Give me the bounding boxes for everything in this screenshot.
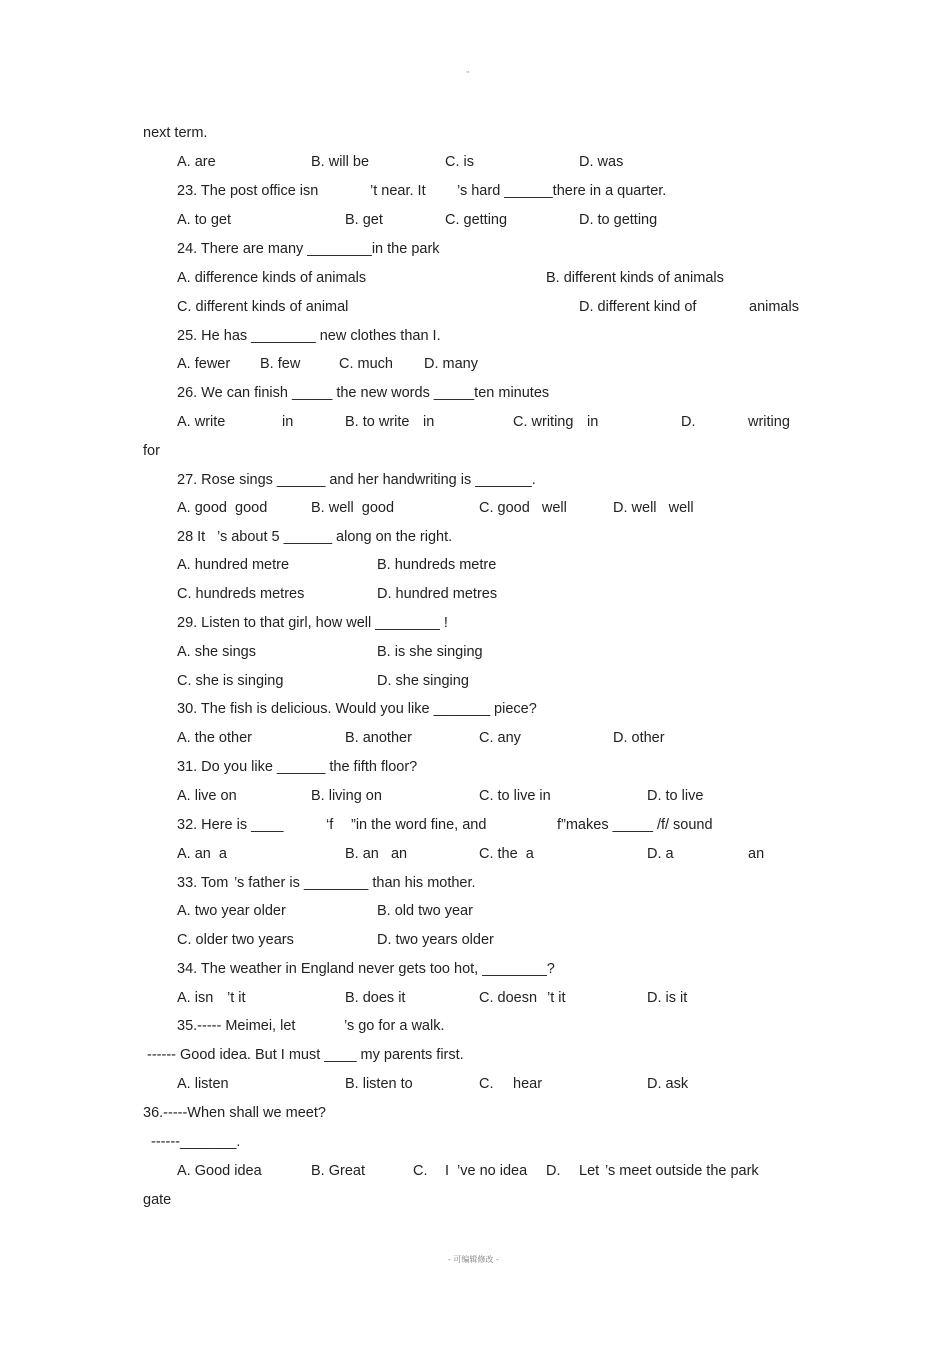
line-segment: C. writing [513, 414, 574, 430]
line-segment: C. to live in [479, 788, 551, 804]
page-footer: - 可编辑修改 - [448, 1255, 499, 1264]
line-text: 29. Listen to that girl, how well ________ ! [177, 615, 448, 631]
line-segment: B. hundreds metre [377, 557, 497, 573]
line-segment: B. Great [311, 1163, 365, 1179]
line-text: A. are [177, 154, 216, 170]
line-segment: B. living on [311, 788, 382, 804]
line-segment: D. to live [647, 788, 704, 804]
line-segment: B. listen to [345, 1076, 413, 1092]
line-text: A. live on [177, 788, 237, 804]
line-text: C. older two years [177, 932, 294, 948]
line-text: A. an a [177, 846, 227, 862]
line-segment: Let [579, 1163, 600, 1179]
line-segment: ’t it [547, 990, 566, 1006]
line-segment: I [445, 1163, 450, 1179]
line-text: gate [143, 1192, 172, 1208]
line-text: C. different kinds of animal [177, 299, 349, 315]
line-text: A. Good idea [177, 1163, 262, 1179]
line-text: C. hundreds metres [177, 586, 305, 602]
line-segment: in [587, 414, 599, 430]
line-text: 35.----- Meimei, let [177, 1018, 296, 1034]
line-text: A. difference kinds of animals [177, 270, 367, 286]
line-text: C. she is singing [177, 673, 284, 689]
line-segment: ’s hard ______there in a quarter. [457, 183, 667, 199]
line-segment: ‘f [326, 817, 334, 833]
line-segment: D. is it [647, 990, 688, 1006]
line-segment: D. different kind of [579, 299, 697, 315]
line-segment: C. much [339, 356, 393, 372]
line-segment: B. an an [345, 846, 408, 862]
line-text: 24. There are many ________in the park [177, 241, 440, 257]
line-segment: B. old two year [377, 903, 473, 919]
line-segment: ’s father is ________ than his mother. [234, 875, 476, 891]
line-segment: D. to getting [579, 212, 658, 228]
header-mark: " [466, 70, 470, 78]
line-text: for [143, 443, 160, 459]
line-text: 27. Rose sings ______ and her handwriting is _______. [177, 472, 536, 488]
line-text: 30. The fish is delicious. Would you like _______ piece? [177, 701, 537, 717]
line-segment: B. well good [311, 500, 395, 516]
line-segment: B. to write [345, 414, 410, 430]
line-segment: B. is she singing [377, 644, 483, 660]
line-segment: animals [749, 299, 799, 315]
line-segment: B. does it [345, 990, 406, 1006]
line-text: ------ Good idea. But I must ____ my parents first. [147, 1047, 464, 1063]
line-text: A. write [177, 414, 226, 430]
line-segment: C. any [479, 730, 521, 746]
line-text: A. listen [177, 1076, 229, 1092]
line-text: A. to get [177, 212, 232, 228]
line-segment: an [748, 846, 765, 862]
line-segment: writing [748, 414, 790, 430]
line-text: A. two year older [177, 903, 286, 919]
line-segment: D. [546, 1163, 561, 1179]
line-segment: D. she singing [377, 673, 469, 689]
line-segment: D. [681, 414, 696, 430]
line-text: A. fewer [177, 356, 231, 372]
line-text: 34. The weather in England never gets too hot, ________? [177, 961, 555, 977]
line-segment: C. is [445, 154, 474, 170]
line-segment: D. other [613, 730, 665, 746]
line-text: A. hundred metre [177, 557, 290, 573]
line-segment: ’s about 5 ______ along on the right. [217, 529, 453, 545]
line-segment: B. get [345, 212, 383, 228]
line-segment: f”makes _____ /f/ sound [557, 817, 713, 833]
line-segment: B. different kinds of animals [546, 270, 724, 286]
line-text: A. isn [177, 990, 214, 1006]
line-text: 31. Do you like ______ the fifth floor? [177, 759, 418, 775]
line-segment: D. hundred metres [377, 586, 498, 602]
line-segment: in [282, 414, 294, 430]
line-text: A. the other [177, 730, 252, 746]
line-text: A. good good [177, 500, 268, 516]
line-segment: D. well well [613, 500, 694, 516]
line-segment: in [423, 414, 435, 430]
line-segment: ’s meet outside the park [605, 1163, 759, 1179]
line-text: 33. Tom [177, 875, 229, 891]
line-segment: B. another [345, 730, 412, 746]
line-segment: B. few [260, 356, 301, 372]
line-segment: D. a [647, 846, 674, 862]
line-segment: C. [479, 1076, 494, 1092]
line-text: 23. The post office isn [177, 183, 319, 199]
line-segment: C. getting [445, 212, 508, 228]
line-text: 36.-----When shall we meet? [143, 1105, 326, 1121]
line-text: A. she sings [177, 644, 256, 660]
line-segment: ’ve no idea [457, 1163, 528, 1179]
line-segment: C. good well [479, 500, 567, 516]
line-segment: C. doesn [479, 990, 538, 1006]
line-segment: B. will be [311, 154, 370, 170]
line-text: next term. [143, 125, 208, 141]
line-segment: ’t near. It [370, 183, 426, 199]
line-text: 32. Here is ____ [177, 817, 284, 833]
line-segment: hear [513, 1076, 543, 1092]
line-segment: D. was [579, 154, 624, 170]
line-segment: D. many [424, 356, 478, 372]
line-segment: ”in the word fine, and [351, 817, 487, 833]
line-segment: C. the a [479, 846, 534, 862]
line-segment: D. two years older [377, 932, 494, 948]
line-segment: ’s go for a walk. [344, 1018, 445, 1034]
line-text: 26. We can finish _____ the new words _____ten minutes [177, 385, 550, 401]
line-segment: D. ask [647, 1076, 689, 1092]
line-text: 25. He has ________ new clothes than I. [177, 328, 441, 344]
line-segment: ’t it [227, 990, 246, 1006]
line-text: ------_______. [151, 1134, 241, 1150]
line-segment: C. [413, 1163, 428, 1179]
line-text: 28 It [177, 529, 206, 545]
